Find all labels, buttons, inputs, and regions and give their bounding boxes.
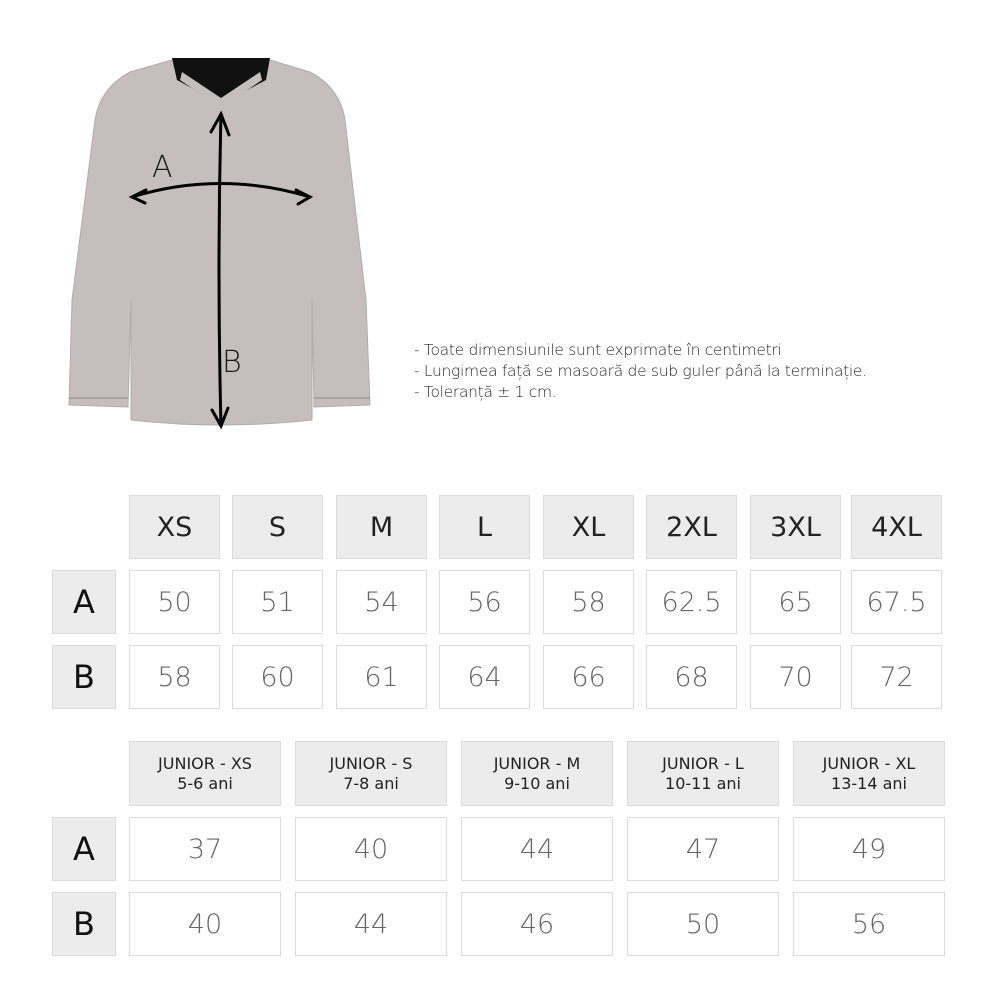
junior-size-header [129,741,281,806]
table-cell: 40 [295,817,447,881]
size-header: M [336,495,427,559]
size-header: L [439,495,530,559]
table-cell: 56 [793,892,945,956]
junior-size-name: JUNIOR - XS [158,753,252,773]
table-cell: 60 [232,645,323,709]
table-cell: 51 [232,570,323,634]
junior-size-age: 7-8 ani [343,773,399,793]
size-header: 4XL [851,495,942,559]
label-b: B [222,345,242,380]
table-cell: 72 [851,645,942,709]
table-cell: 56 [439,570,530,634]
junior-size-age: 10-11 ani [665,773,741,793]
size-header: S [232,495,323,559]
junior-size-name: JUNIOR - XL [822,753,916,773]
junior-size-age: 5-6 ani [177,773,233,793]
junior-size-age: 9-10 ani [504,773,570,793]
junior-size-header [461,741,613,806]
table-cell: 66 [543,645,634,709]
table-cell: 44 [295,892,447,956]
junior-size-name: JUNIOR - S [329,753,413,773]
junior-size-name: JUNIOR - M [493,753,581,773]
table-cell: 50 [129,570,220,634]
jersey-illustration [0,0,440,450]
size-header: XS [129,495,220,559]
notes [414,340,867,403]
row-label: B [52,892,116,956]
size-header: XL [543,495,634,559]
note: - Toate dimensiunile sunt exprimate în centimetri [414,341,782,359]
table-cell: 67.5 [851,570,942,634]
table-cell: 40 [129,892,281,956]
table-cell: 65 [750,570,841,634]
row-label: A [52,817,116,881]
junior-size-header [793,741,945,806]
table-cell: 58 [543,570,634,634]
table-cell: 61 [336,645,427,709]
table-cell: 44 [461,817,613,881]
note: - Toleranță ± 1 cm. [414,383,557,401]
table-cell: 37 [129,817,281,881]
table-cell: 54 [336,570,427,634]
table-cell: 50 [627,892,779,956]
row-label: B [52,645,116,709]
row-label: A [52,570,116,634]
table-cell: 46 [461,892,613,956]
junior-size-name: JUNIOR - L [662,753,744,773]
junior-size-age: 13-14 ani [831,773,907,793]
label-a: A [152,150,173,185]
table-cell: 47 [627,817,779,881]
table-cell: 58 [129,645,220,709]
junior-size-header [627,741,779,806]
table-cell: 68 [646,645,737,709]
table-cell: 64 [439,645,530,709]
table-cell: 49 [793,817,945,881]
junior-size-header [295,741,447,806]
table-cell: 70 [750,645,841,709]
note: - Lungimea față se masoară de sub guler până la terminație. [414,362,867,380]
table-cell: 62.5 [646,570,737,634]
size-header: 3XL [750,495,841,559]
size-header: 2XL [646,495,737,559]
